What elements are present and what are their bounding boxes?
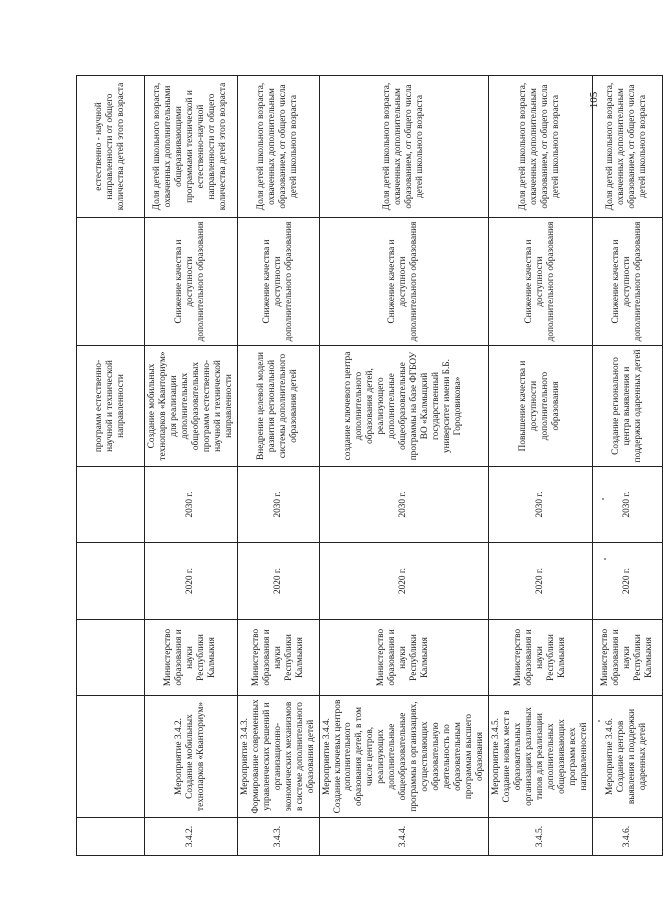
risk-cell: Снижение качества и доступности дополнительного образования	[237, 218, 319, 346]
executor-cell: Министерство образования и науки Республики Калмыкия	[592, 620, 662, 696]
event-cell: Мероприятие 3.4.3. Формирование современных управленческих решений и организационно-экономических механизмов в системе дополнительного образования детей	[237, 696, 319, 818]
end-year-cell: 2030 г.	[145, 467, 238, 543]
end-year-cell: 2030 г.	[237, 467, 319, 543]
start-year-cell: 2020 г.	[319, 543, 489, 620]
row-number: 3.4.3.	[237, 818, 319, 856]
table-row	[592, 76, 662, 856]
scan-speck	[602, 498, 604, 500]
end-year-cell	[77, 467, 145, 543]
table-row	[237, 76, 319, 856]
row-number: 3.4.2.	[145, 818, 238, 856]
risk-cell: Снижение качества и доступности дополнительного образования	[145, 218, 238, 346]
executor-cell	[77, 620, 145, 696]
table-row	[77, 76, 145, 856]
risk-cell: Снижение качества и доступности дополнительного образования	[592, 218, 662, 346]
result-cell: программ естественно-научной и технической направленности	[77, 346, 145, 467]
scan-speck	[598, 720, 600, 722]
end-year-cell: 2030 г.	[319, 467, 489, 543]
start-year-cell: 2020 г.	[592, 543, 662, 620]
event-cell: Мероприятие 3.4.6. Создание центров выявления и поддержки одаренных детей	[592, 696, 662, 818]
indicator-cell: Доля детей школьного возраста, охваченных дополнительным образованием, от общего числа детей школьного возраста	[489, 76, 593, 218]
result-cell: Создание мобильных технопарков «Кванториум» для реализации дополнительных общеобразовательных программ естественно-научной и технической направленности	[145, 346, 238, 467]
indicator-cell: Доля детей школьного возраста, охваченных дополнительным образованием, от общего числа детей школьного возраста	[319, 76, 489, 218]
indicator-cell: Доля детей школьного возраста, охваченных дополнительными общеразвивающими программами технической и естественно-научной направленности от общего количества детей этого возраста	[145, 76, 238, 218]
end-year-cell: 2030 г.	[592, 467, 662, 543]
risk-cell: Снижение качества и доступности дополнительного образования	[489, 218, 593, 346]
program-activities-table	[76, 75, 663, 856]
event-cell: Мероприятие 3.4.4. Создание ключевых центров дополнительного образования детей, в том числе центров, реализующих дополнительные общеобразовательные программы в организациях, осуществляющих образовательную деятельность по образовательным программам высшего образования	[319, 696, 489, 818]
executor-cell: Министерство образования и науки Республики Калмыкия	[237, 620, 319, 696]
indicator-cell: Доля детей школьного возраста, охваченных дополнительным образованием, от общего числа детей школьного возраста	[237, 76, 319, 218]
table-row	[145, 76, 238, 856]
start-year-cell	[77, 543, 145, 620]
result-cell: Создание регионального центра выявления и поддержки одаренных детей	[592, 346, 662, 467]
event-cell: Мероприятие 3.4.2. Создание мобильных технопарков «Кванториум»	[145, 696, 238, 818]
executor-cell: Министерство образования и науки Республики Калмыкия	[319, 620, 489, 696]
page-number: 105	[588, 91, 600, 109]
executor-cell: Министерство образования и науки Республики Калмыкия	[145, 620, 238, 696]
row-number: 3.4.4.	[319, 818, 489, 856]
result-cell: создание ключевого центра дополнительного образования детей, реализующего дополнительные общеобразовательные программы на базе ФГБОУ ВО «Калмыцкий государственный университет имени Б.Б. Городовикова»	[319, 346, 489, 467]
risk-cell: Снижение качества и доступности дополнительного образования	[319, 218, 489, 346]
row-number: 3.4.5.	[489, 818, 593, 856]
row-number	[77, 818, 145, 856]
scan-speck	[604, 558, 606, 560]
start-year-cell: 2020 г.	[237, 543, 319, 620]
result-cell: Внедрение целевой модели развития региональной системы дополнительного образования детей	[237, 346, 319, 467]
table-row	[319, 76, 489, 856]
indicator-cell: естественно - научной направленности от общего количества детей этого возраста	[77, 76, 145, 218]
executor-cell: Министерство образования и науки Республики Калмыкия	[489, 620, 593, 696]
risk-cell	[77, 218, 145, 346]
event-cell	[77, 696, 145, 818]
start-year-cell: 2020 г.	[145, 543, 238, 620]
result-cell: Повышение качества и доступности дополнительного образования	[489, 346, 593, 467]
end-year-cell: 2030 г.	[489, 467, 593, 543]
start-year-cell: 2020 г.	[489, 543, 593, 620]
row-number: 3.4.6.	[592, 818, 662, 856]
table-row	[489, 76, 593, 856]
indicator-cell: Доля детей школьного возраста, охваченных дополнительным образованием, от общего числа детей школьного возраста	[592, 76, 662, 218]
event-cell: Мероприятие 3.4.5. Создание новых мест в образовательных организациях различных типов для реализации дополнительных общеразвивающих программ всех направленностей	[489, 696, 593, 818]
